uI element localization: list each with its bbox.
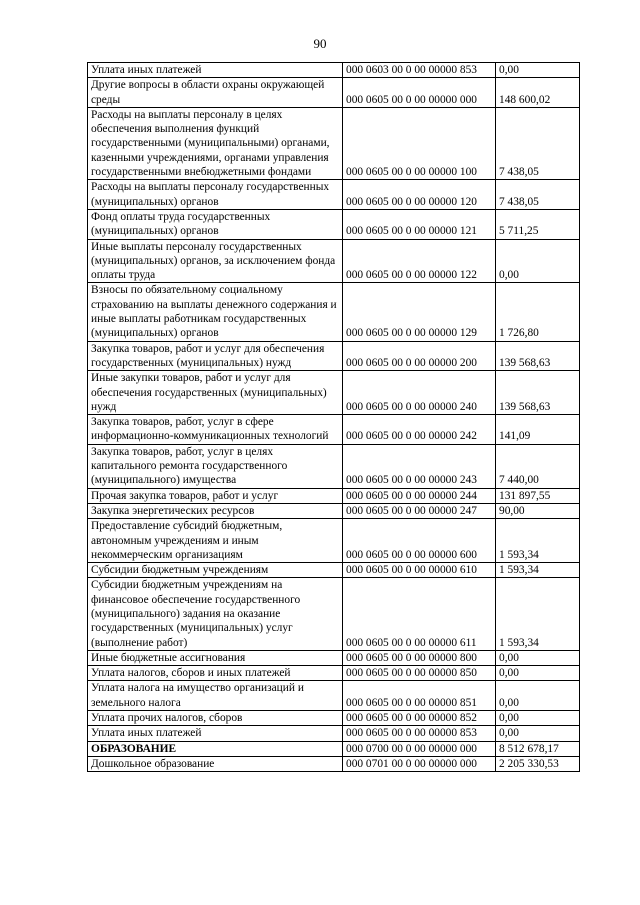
expense-name-cell: Уплата прочих налогов, сборов — [88, 711, 343, 726]
amount-cell: 7 438,05 — [496, 180, 580, 210]
amount-cell: 139 568,63 — [496, 341, 580, 371]
table-row — [88, 371, 580, 415]
table-row — [88, 239, 580, 283]
expense-name-cell: Закупка энергетических ресурсов — [88, 503, 343, 518]
amount-cell: 1 593,34 — [496, 563, 580, 578]
budget-code-cell: 000 0605 00 0 00 00000 850 — [343, 666, 496, 681]
table-row — [88, 681, 580, 711]
amount-cell: 1 726,80 — [496, 283, 580, 341]
budget-code-cell: 000 0605 00 0 00 00000 800 — [343, 650, 496, 665]
expense-name-cell: Уплата налога на имущество организаций и земельного налога — [88, 681, 343, 711]
budget-code-cell: 000 0605 00 0 00 00000 851 — [343, 681, 496, 711]
table-row — [88, 726, 580, 741]
budget-code-cell: 000 0605 00 0 00 00000 610 — [343, 563, 496, 578]
expense-name-cell: Расходы на выплаты персоналу в целях обеспечения выполнения функций государственными (муниципальными) органами, казенными учреждениями, органами управления государственными внебюджетными фондами — [88, 107, 343, 179]
budget-code-cell: 000 0605 00 0 00 00000 200 — [343, 341, 496, 371]
budget-code-cell: 000 0700 00 0 00 00000 000 — [343, 741, 496, 756]
amount-cell: 0,00 — [496, 711, 580, 726]
table-row — [88, 756, 580, 771]
amount-cell: 5 711,25 — [496, 209, 580, 239]
table-row — [88, 415, 580, 445]
amount-cell: 141,09 — [496, 415, 580, 445]
budget-code-cell: 000 0605 00 0 00 00000 600 — [343, 519, 496, 563]
expense-name-cell: Взносы по обязательному социальному страхованию на выплаты денежного содержания и иные выплаты работникам государственных (муниципальных) органов — [88, 283, 343, 341]
amount-cell: 0,00 — [496, 681, 580, 711]
budget-code-cell: 000 0605 00 0 00 00000 122 — [343, 239, 496, 283]
expense-name-cell: Закупка товаров, работ, услуг в сфере информационно-коммуникационных технологий — [88, 415, 343, 445]
amount-cell: 0,00 — [496, 666, 580, 681]
expense-name-cell: Уплата налогов, сборов и иных платежей — [88, 666, 343, 681]
expense-name-cell: Прочая закупка товаров, работ и услуг — [88, 488, 343, 503]
table-row — [88, 180, 580, 210]
budget-code-cell: 000 0605 00 0 00 00000 100 — [343, 107, 496, 179]
amount-cell: 148 600,02 — [496, 78, 580, 108]
budget-code-cell: 000 0605 00 0 00 00000 244 — [343, 488, 496, 503]
table-row — [88, 650, 580, 665]
budget-code-cell: 000 0603 00 0 00 00000 853 — [343, 63, 496, 78]
amount-cell: 1 593,34 — [496, 578, 580, 650]
table-row — [88, 666, 580, 681]
table-row — [88, 341, 580, 371]
expense-name-cell: Закупка товаров, работ и услуг для обеспечения государственных (муниципальных) нужд — [88, 341, 343, 371]
budget-code-cell: 000 0605 00 0 00 00000 000 — [343, 78, 496, 108]
budget-code-cell: 000 0605 00 0 00 00000 242 — [343, 415, 496, 445]
table-row — [88, 711, 580, 726]
expense-name-cell: Дошкольное образование — [88, 756, 343, 771]
expense-name-cell: Фонд оплаты труда государственных (муниципальных) органов — [88, 209, 343, 239]
amount-cell: 8 512 678,17 — [496, 741, 580, 756]
budget-code-cell: 000 0605 00 0 00 00000 247 — [343, 503, 496, 518]
table-row — [88, 107, 580, 179]
table-row — [88, 741, 580, 756]
amount-cell: 139 568,63 — [496, 371, 580, 415]
budget-table-body — [88, 63, 580, 772]
amount-cell: 0,00 — [496, 63, 580, 78]
expense-name-cell: Другие вопросы в области охраны окружающей среды — [88, 78, 343, 108]
amount-cell: 90,00 — [496, 503, 580, 518]
amount-cell: 131 897,55 — [496, 488, 580, 503]
expense-name-cell: ОБРАЗОВАНИЕ — [88, 741, 343, 756]
table-row — [88, 63, 580, 78]
amount-cell: 0,00 — [496, 650, 580, 665]
page-number: 90 — [313, 36, 327, 51]
amount-cell: 7 438,05 — [496, 107, 580, 179]
table-row — [88, 488, 580, 503]
budget-code-cell: 000 0605 00 0 00 00000 611 — [343, 578, 496, 650]
expense-name-cell: Иные выплаты персоналу государственных (муниципальных) органов, за исключением фонда оплаты труда — [88, 239, 343, 283]
table-row — [88, 519, 580, 563]
budget-code-cell: 000 0605 00 0 00 00000 853 — [343, 726, 496, 741]
expense-name-cell: Уплата иных платежей — [88, 63, 343, 78]
expense-name-cell: Иные закупки товаров, работ и услуг для обеспечения государственных (муниципальных) нужд — [88, 371, 343, 415]
expense-name-cell: Закупка товаров, работ, услуг в целях капитального ремонта государственного (муниципального) имущества — [88, 444, 343, 488]
budget-code-cell: 000 0605 00 0 00 00000 129 — [343, 283, 496, 341]
amount-cell: 7 440,00 — [496, 444, 580, 488]
table-row — [88, 578, 580, 650]
table-row — [88, 78, 580, 108]
table-row — [88, 444, 580, 488]
expense-name-cell: Иные бюджетные ассигнования — [88, 650, 343, 665]
budget-table — [87, 62, 580, 772]
table-row — [88, 209, 580, 239]
expense-name-cell: Субсидии бюджетным учреждениям — [88, 563, 343, 578]
budget-code-cell: 000 0701 00 0 00 00000 000 — [343, 756, 496, 771]
expense-name-cell: Субсидии бюджетным учреждениям на финансовое обеспечение государственного (муниципального) задания на оказание государственных (муниципальных) услуг (выполнение работ) — [88, 578, 343, 650]
table-row — [88, 283, 580, 341]
expense-name-cell: Уплата иных платежей — [88, 726, 343, 741]
budget-code-cell: 000 0605 00 0 00 00000 852 — [343, 711, 496, 726]
amount-cell: 0,00 — [496, 726, 580, 741]
budget-code-cell: 000 0605 00 0 00 00000 120 — [343, 180, 496, 210]
expense-name-cell: Предоставление субсидий бюджетным, автономным учреждениям и иным некоммерческим организациям — [88, 519, 343, 563]
budget-code-cell: 000 0605 00 0 00 00000 243 — [343, 444, 496, 488]
budget-code-cell: 000 0605 00 0 00 00000 240 — [343, 371, 496, 415]
budget-code-cell: 000 0605 00 0 00 00000 121 — [343, 209, 496, 239]
amount-cell: 0,00 — [496, 239, 580, 283]
expense-name-cell: Расходы на выплаты персоналу государственных (муниципальных) органов — [88, 180, 343, 210]
table-row — [88, 503, 580, 518]
amount-cell: 2 205 330,53 — [496, 756, 580, 771]
table-row — [88, 563, 580, 578]
amount-cell: 1 593,34 — [496, 519, 580, 563]
